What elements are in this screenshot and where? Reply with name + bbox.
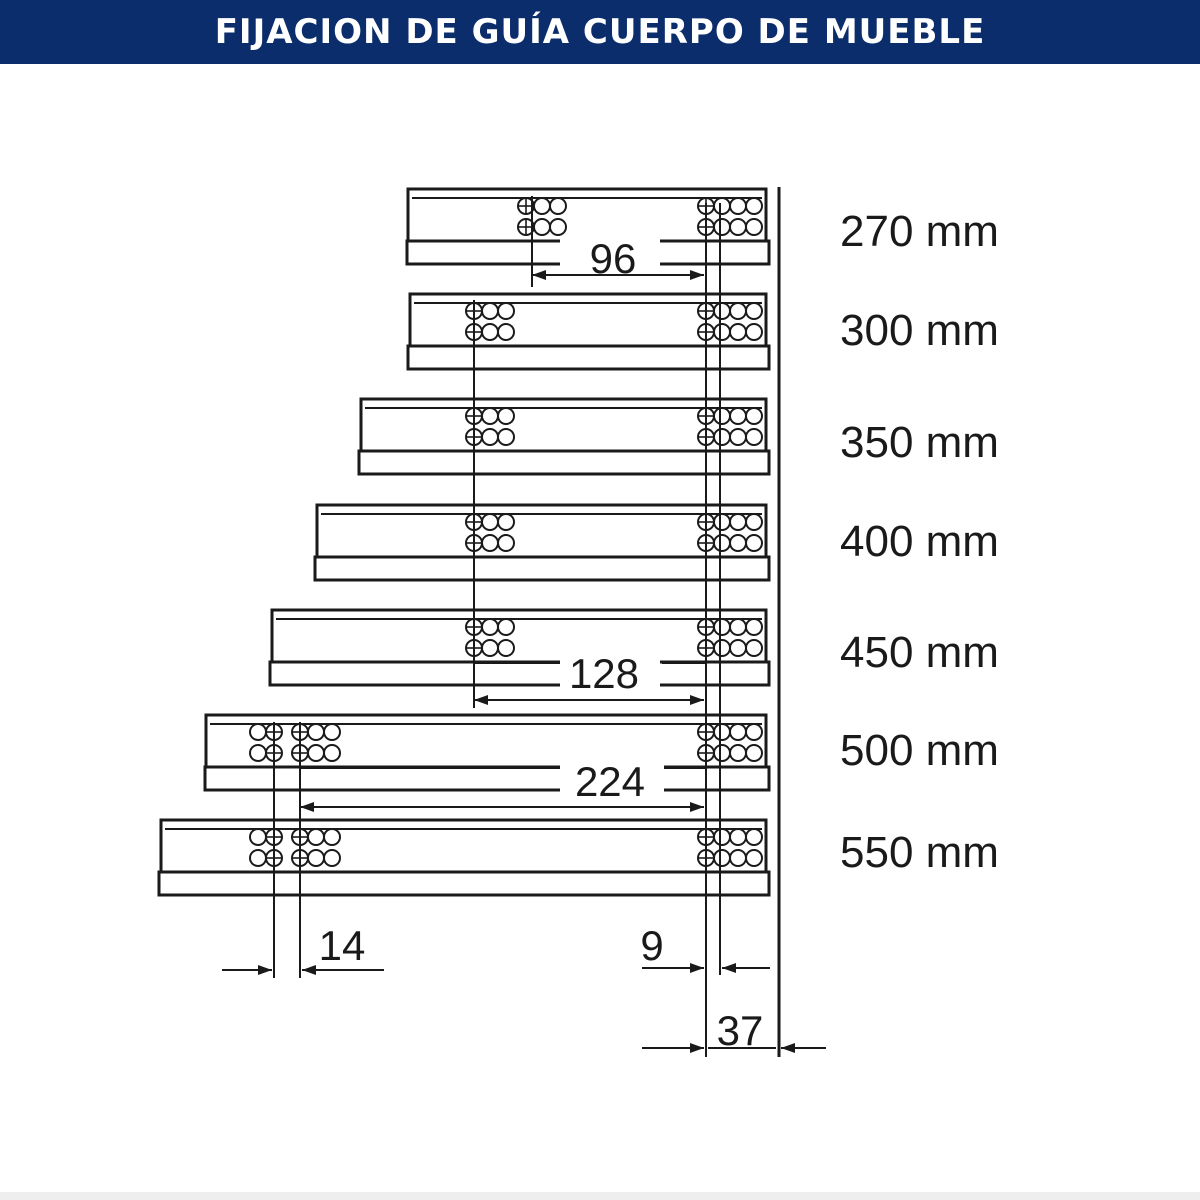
size-label-270: 270 mm bbox=[840, 207, 999, 256]
slide-300mm bbox=[408, 294, 769, 369]
slide-550mm bbox=[159, 820, 769, 895]
dimension-96-label: 96 bbox=[589, 235, 637, 282]
size-label-350: 350 mm bbox=[840, 418, 999, 467]
size-label-500: 500 mm bbox=[840, 726, 999, 775]
bottom-strip bbox=[0, 1192, 1200, 1200]
size-label-450: 450 mm bbox=[840, 628, 999, 677]
dimension-37-label: 37 bbox=[716, 1007, 764, 1054]
slides-group bbox=[159, 189, 769, 895]
page-title: FIJACION DE GUÍA CUERPO DE MUEBLE bbox=[214, 12, 986, 52]
slide-500mm bbox=[205, 715, 769, 790]
dimension-14-label: 14 bbox=[318, 922, 366, 969]
slide-450mm bbox=[270, 610, 769, 685]
slide-400mm bbox=[315, 505, 769, 580]
size-label-300: 300 mm bbox=[840, 306, 999, 355]
slide-350mm bbox=[359, 399, 769, 474]
dimension-128-label: 128 bbox=[568, 650, 640, 697]
dimension-9-label: 9 bbox=[640, 922, 664, 969]
size-label-550: 550 mm bbox=[840, 828, 999, 877]
dimension-224-label: 224 bbox=[574, 758, 646, 805]
size-label-400: 400 mm bbox=[840, 517, 999, 566]
